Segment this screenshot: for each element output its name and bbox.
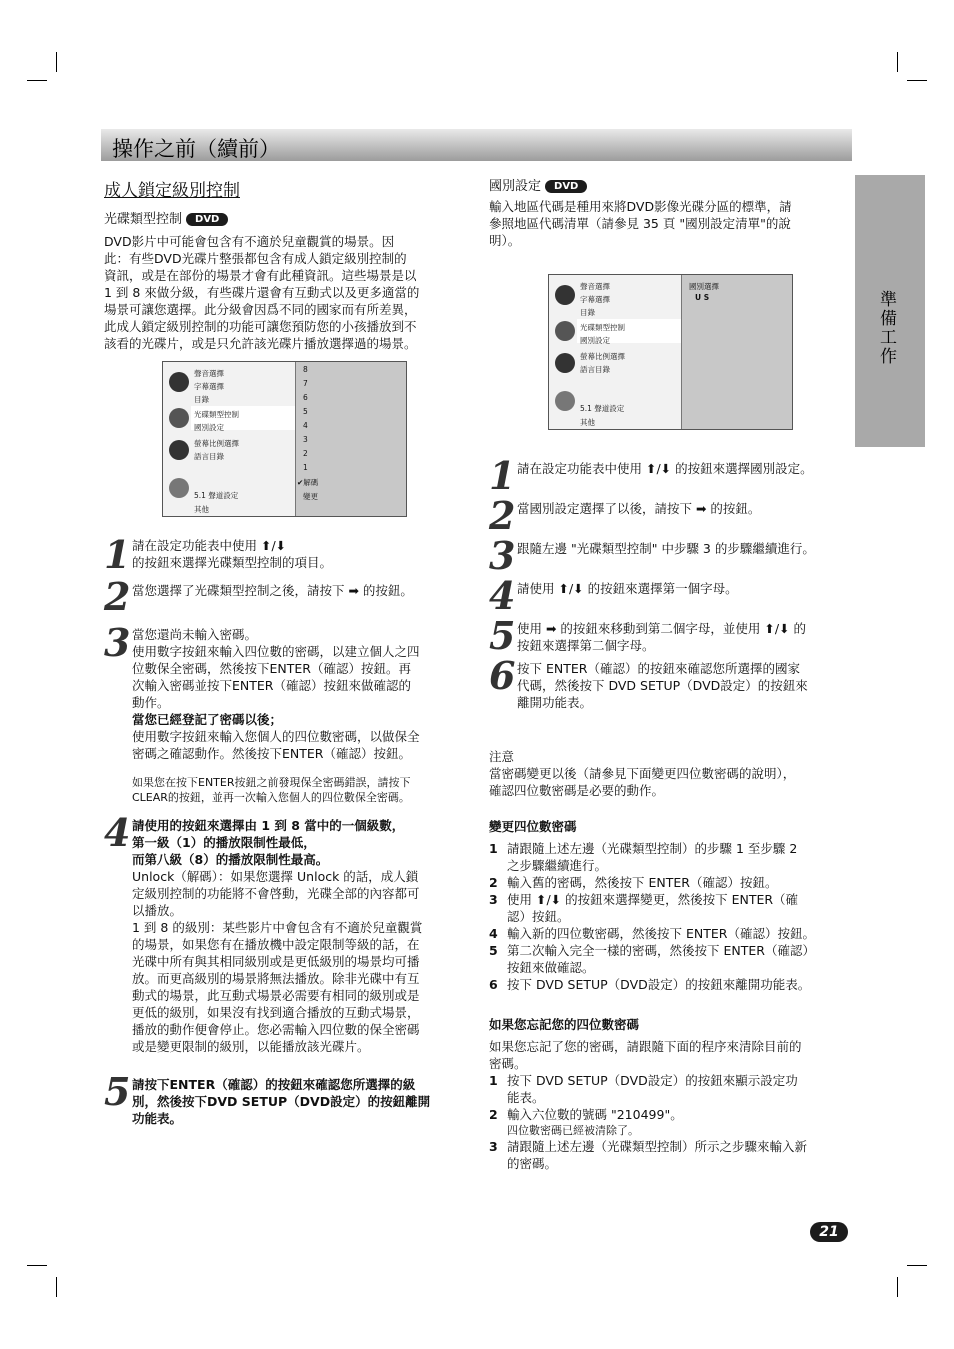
- menu-item: 國別設定: [194, 423, 224, 432]
- rating-change: 變更: [303, 492, 318, 501]
- step-line: 代碼，然後按下 DVD SETUP（DVD設定）的按鈕來: [517, 678, 808, 693]
- forgot-password-title: 如果您忘記您的四位數密碼: [489, 1017, 640, 1032]
- note-line: CLEAR的按鈕，並再一次輸入您個人的四位數保全密碼。: [132, 791, 410, 804]
- rating-level: 3: [303, 435, 308, 444]
- step-line: 1 到 8 的級別：某些影片中會包含有不適於兒童觀賞: [132, 920, 423, 935]
- step-line: 按鈕來選擇第二個字母。: [517, 638, 655, 653]
- intro-line: 1 到 8 來做分級，有些碟片還會有互動式以及更多適當的: [104, 285, 420, 300]
- crop-mark: [907, 80, 927, 81]
- menu-item: 螢幕比例選擇: [580, 352, 625, 361]
- item-line: 請跟隨上述左邊（光碟類型控制）所示之步驟來輸入新: [507, 1139, 808, 1154]
- item-line: 按鈕來做確認。: [507, 960, 595, 975]
- item-number: 2: [489, 875, 498, 890]
- intro-line: 該看的光碟片，或是只允許該光碟片播放選擇過的場景。: [104, 336, 417, 351]
- other-icon: [169, 478, 189, 498]
- country-step-2: [517, 500, 852, 517]
- display-icon: [169, 440, 189, 460]
- item-line: 請跟隨上述左邊（光碟類型控制）的步驟 1 至步驟 2: [507, 841, 798, 856]
- item-number: 2: [489, 1107, 498, 1122]
- list-item: [489, 1138, 849, 1172]
- step-line: 以播放。: [132, 903, 183, 918]
- note-title: 注意: [489, 749, 515, 764]
- lock-icon: [555, 321, 575, 341]
- display-icon: [555, 353, 575, 373]
- step-line: 動式的場景，此互動式場景必需要有相同的級別或是: [132, 988, 420, 1003]
- intro-line: DVD影片中可能會包含有不適於兒童觀賞的場景。因: [104, 234, 395, 249]
- subsection-label: 光碟類型控制: [104, 212, 183, 227]
- step-line: 當國別設定選擇了以後，請按下 ➡ 的按鈕。: [517, 501, 761, 516]
- audio-icon: [169, 372, 189, 392]
- step-line: 更低的級別，如果沒有找到適合播放的互動式場景，: [132, 1005, 420, 1020]
- item-line: 按下 DVD SETUP（DVD設定）的按鈕來離開功能表。: [507, 977, 811, 992]
- item-line: 認）按鈕。: [507, 909, 570, 924]
- menu-item: 5.1 聲道設定: [194, 491, 239, 500]
- step-line: 請使用的按鈕來選擇由 1 到 8 當中的一個級數，: [132, 818, 405, 833]
- rating-level: 7: [303, 379, 308, 388]
- step-line: 而第八級（8）的播放限制性最高。: [132, 852, 329, 867]
- list-item: [489, 840, 849, 874]
- list-item: [489, 891, 849, 925]
- section-title-parental: 成人鎖定級別控制: [104, 181, 240, 201]
- menu-item: 語言目錄: [194, 452, 224, 461]
- item-number: 1: [489, 841, 498, 856]
- crop-mark: [897, 1277, 898, 1297]
- step-number: 3: [489, 533, 516, 578]
- step-number: 2: [104, 574, 131, 619]
- step-line: 請按下ENTER（確認）的按鈕來確認您所選擇的級: [132, 1077, 416, 1092]
- rating-level: 4: [303, 421, 308, 430]
- step-number: 3: [104, 620, 131, 665]
- country-step-3: [517, 540, 852, 557]
- note-line: 確認四位數密碼是必要的動作。: [489, 783, 665, 798]
- step-number: 1: [104, 532, 131, 577]
- step-line: 或是變更限制的級別，以能播放該光碟片。: [132, 1039, 370, 1054]
- subsection-title: [104, 208, 228, 227]
- step-line: 請在設定功能表中使用 ⬆/⬇: [132, 538, 287, 553]
- item-number: 3: [489, 892, 498, 907]
- other-icon: [555, 391, 575, 411]
- country-step-4: [517, 580, 852, 597]
- step-line: 使用 ➡ 的按鈕來移動到第二個字母，並使用 ⬆/⬇ 的: [517, 621, 807, 636]
- item-line: 使用 ⬆/⬇ 的按鈕來選擇變更，然後按下 ENTER（確: [507, 892, 799, 907]
- step-number: 5: [489, 613, 516, 658]
- list-item: [489, 1072, 849, 1106]
- menu-item: 光碟類型控制: [194, 410, 239, 419]
- right-intro: [489, 198, 844, 249]
- rating-level: 1: [303, 463, 308, 472]
- change-password-title: 變更四位數密碼: [489, 819, 577, 834]
- step-line: 放。而更高級別的場景將無法播放。除非光碟中有互: [132, 971, 420, 986]
- item-line: 按下 DVD SETUP（DVD設定）的按鈕來顯示設定功: [507, 1073, 798, 1088]
- step-number: 2: [489, 493, 516, 538]
- country-step-1: [517, 460, 852, 477]
- step-line: 光碟中所有與其相同級別或是更低級別的場景均可播: [132, 954, 420, 969]
- step-1-text: [132, 537, 467, 571]
- step-line: 功能表。: [132, 1111, 183, 1126]
- step-line: 位數保全密碼，然後按下ENTER（確認）按鈕。再: [132, 661, 411, 676]
- note-line: 當密碼變更以後（請參見下面變更四位數密碼的說明），: [489, 766, 796, 781]
- note-line: 如果您在按下ENTER按鈕之前發現保全密碼錯誤，請按下: [132, 776, 411, 789]
- step-line: 使用數字按鈕來輸入您個人的四位數密碼，以做保全: [132, 729, 420, 744]
- intro-line: 輸入地區代碼是種用來將DVD影像光碟分區的標準，請: [489, 199, 792, 214]
- setup-menu-rating: [162, 361, 407, 517]
- item-line: 輸入舊的密碼，然後按下 ENTER（確認）按鈕。: [507, 875, 778, 890]
- rating-level: 5: [303, 407, 308, 416]
- step-line: 請在設定功能表中使用 ⬆/⬇ 的按鈕來選擇國別設定。: [517, 461, 813, 476]
- menu-item: 其他: [580, 418, 595, 427]
- step-line: 次輸入密碼並按下ENTER（確認）按鈕來做確認的: [132, 678, 411, 693]
- list-item: [489, 874, 849, 891]
- country-value: U S: [695, 293, 710, 302]
- step-line: 的按鈕來選擇光碟類型控制的項目。: [132, 555, 333, 570]
- menu-item: 目錄: [194, 395, 209, 404]
- menu-item: 語言目錄: [580, 365, 610, 374]
- item-line: 能表。: [507, 1090, 545, 1105]
- step-line: 當您還尚未輸入密碼。: [132, 627, 258, 642]
- setup-menu-country: [548, 274, 793, 430]
- list-item: [489, 925, 849, 942]
- step-line: 使用數字按鈕來輸入四位數的密碼，以建立個人之四: [132, 644, 420, 659]
- step-line: Unlock（解碼）：如果您選擇 Unlock 的話，成人鎖: [132, 869, 419, 884]
- step-line: 按下 ENTER（確認）的按鈕來確認您所選擇的國家: [517, 661, 800, 676]
- side-tab-label: 準備工作: [876, 290, 896, 366]
- step-line: 離開功能表。: [517, 695, 593, 710]
- password-note: [489, 748, 849, 799]
- crop-mark: [27, 1265, 47, 1266]
- item-line: 的密碼。: [507, 1156, 558, 1171]
- step-4-text: [132, 817, 467, 1055]
- forgot-password-list: [489, 1072, 849, 1172]
- step-5-text: [132, 1076, 467, 1127]
- step-3-note: [132, 775, 467, 805]
- step-line: 定級別控制的功能將不會啓動，光碟全部的內容都可: [132, 886, 420, 901]
- section-title-country: [489, 175, 587, 194]
- menu-item: 其他: [194, 505, 209, 514]
- item-line: 第二次輸入完全一樣的密碼，然後按下 ENTER（確認）: [507, 943, 815, 958]
- dvd-badge: DVD: [545, 180, 587, 193]
- step-line: 的場景，如果您有在播放機中設定限制等級的話，在: [132, 937, 420, 952]
- country-step-5: [517, 620, 852, 654]
- step-line: 動作。: [132, 695, 170, 710]
- step-line: 播放的動作便會停止。您必需輸入四位數的保全密碼: [132, 1022, 420, 1037]
- page-number: 21: [810, 1222, 848, 1242]
- step-3-text: [132, 626, 467, 762]
- dvd-badge: DVD: [186, 213, 228, 226]
- list-item: [489, 942, 849, 976]
- menu-item: 聲音選擇: [580, 282, 610, 291]
- intro-line: 此：有些DVD光碟片整張都包含有成人鎖定級別控制的: [104, 251, 407, 266]
- crop-mark: [27, 80, 47, 81]
- menu-item: 國別設定: [580, 336, 610, 345]
- item-number: 1: [489, 1073, 498, 1088]
- lock-icon: [169, 408, 189, 428]
- list-item: [489, 976, 849, 993]
- menu-item: 光碟類型控制: [580, 323, 625, 332]
- item-number: 5: [489, 943, 498, 958]
- page-title: 操作之前（續前）: [112, 137, 280, 161]
- menu-item: 螢幕比例選擇: [194, 439, 239, 448]
- menu-item: 字幕選擇: [580, 295, 610, 304]
- rating-unlock: ✔解碼: [297, 478, 319, 487]
- step-number: 1: [489, 453, 516, 498]
- step-line: 請使用 ⬆/⬇ 的按鈕來選擇第一個字母。: [517, 581, 738, 596]
- intro-line: 此成人鎖定級別控制的功能可讓您預防您的小孩播放到不: [104, 319, 417, 334]
- crop-mark: [56, 1277, 57, 1297]
- item-number: 6: [489, 977, 498, 992]
- item-line: 輸入六位數的號碼 "210499"。: [507, 1107, 683, 1122]
- section-title-label: 國別設定: [489, 179, 542, 194]
- left-intro: [104, 233, 466, 352]
- intro-line: 如果您忘記了您的密碼，請跟隨下面的程序來清除目前的: [489, 1039, 802, 1054]
- step-number: 4: [489, 573, 516, 618]
- step-number: 4: [104, 810, 131, 855]
- step-line: 別，然後按下DVD SETUP（DVD設定）的按鈕離開: [132, 1094, 431, 1109]
- step-line: 當您已經登記了密碼以後；: [132, 712, 283, 727]
- intro-line: 參照地區代碼清單（請參見 35 頁 "國別設定清單"的說: [489, 216, 791, 231]
- intro-line: 密碼。: [489, 1056, 527, 1071]
- crop-mark: [897, 52, 898, 72]
- step-line: 第一級（1）的播放限制性最低，: [132, 835, 316, 850]
- menu-item: 5.1 聲道設定: [580, 404, 625, 413]
- change-password-list: [489, 840, 849, 993]
- list-item: [489, 1106, 849, 1138]
- rating-level: 8: [303, 365, 308, 374]
- item-number: 3: [489, 1139, 498, 1154]
- crop-mark: [907, 1265, 927, 1266]
- forgot-intro: [489, 1038, 849, 1072]
- intro-line: 資訊，或是在部份的場景才會有此種資訊。這些場景是以: [104, 268, 417, 283]
- intro-line: 場景可讓您選擇。此分級會因爲不同的國家而有所差異，: [104, 302, 417, 317]
- item-number: 4: [489, 926, 498, 941]
- step-number: 6: [489, 653, 516, 698]
- menu-item: 目錄: [580, 308, 595, 317]
- item-line: 輸入新的四位數密碼，然後按下 ENTER（確認）按鈕。: [507, 926, 815, 941]
- step-line: 跟隨左邊 "光碟類型控制" 中步驟 3 的步驟繼續進行。: [517, 541, 815, 556]
- rating-level: 2: [303, 449, 308, 458]
- menu-item: 字幕選擇: [194, 382, 224, 391]
- step-number: 5: [104, 1069, 131, 1114]
- menu-item: 聲音選擇: [194, 369, 224, 378]
- step-2-text: [132, 582, 467, 599]
- country-step-6: [517, 660, 852, 711]
- crop-mark: [56, 52, 57, 72]
- step-line: 密碼之確認動作。然後按下ENTER（確認）按鈕。: [132, 746, 411, 761]
- country-label: 國別選擇: [689, 282, 719, 291]
- rating-level: 6: [303, 393, 308, 402]
- item-line: 之步驟繼續進行。: [507, 858, 608, 873]
- step-line: 當您選擇了光碟類型控制之後，請按下 ➡ 的按鈕。: [132, 583, 413, 598]
- intro-line: 明）。: [489, 233, 521, 248]
- audio-icon: [555, 285, 575, 305]
- item-subline: 四位數密碼已經被清除了。: [507, 1124, 639, 1137]
